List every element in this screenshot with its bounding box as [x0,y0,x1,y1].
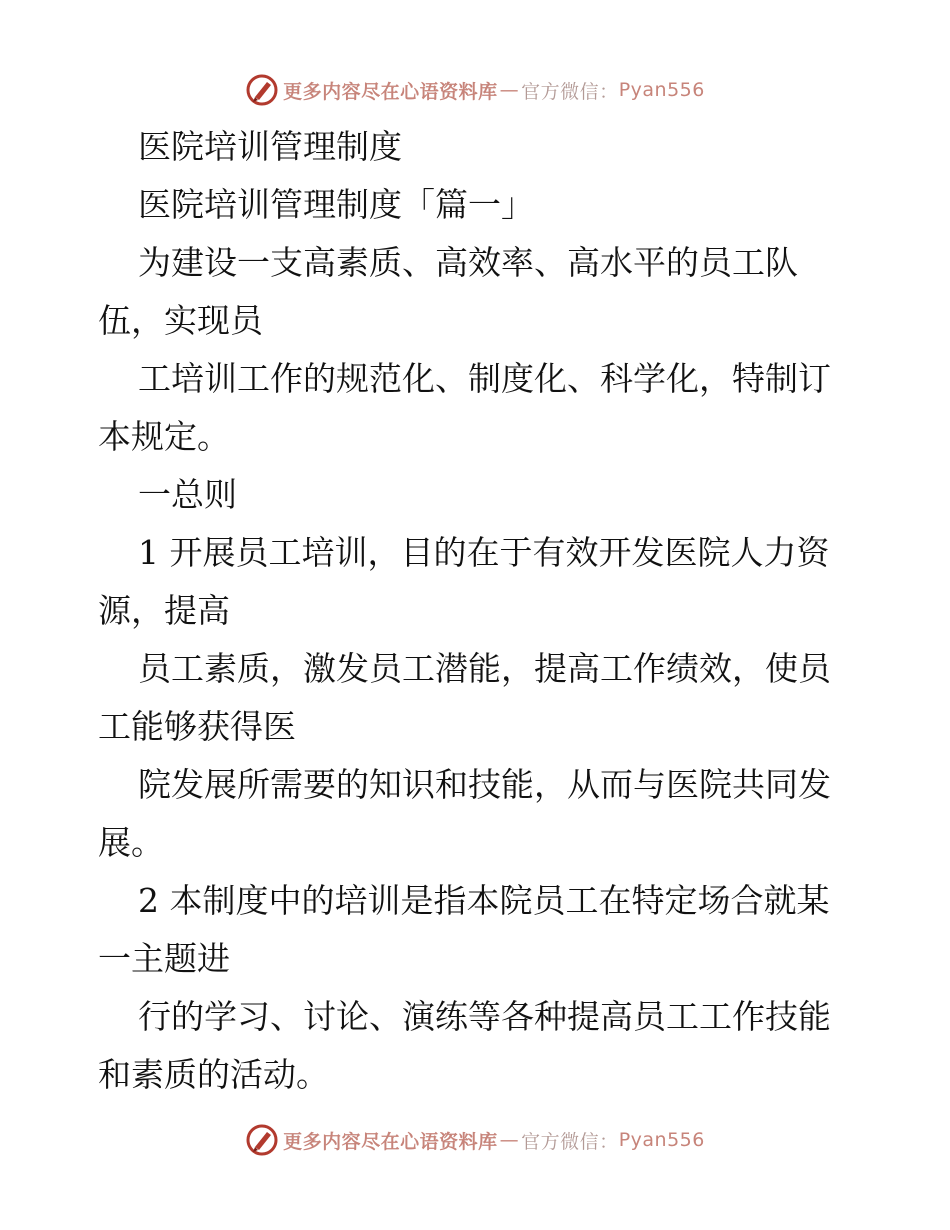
paragraph-line: 源，提高 [98,591,230,630]
paragraph-line: 展。 [98,823,164,862]
chapter-heading: 一总则 [138,475,237,514]
paragraph-line: 伍，实现员 [98,301,263,340]
banner-dash: — [499,1129,520,1151]
banner-wechat-label: 官方微信： [521,1130,619,1153]
banner-wechat-id: Pyan556 [618,79,705,101]
document-title: 医院培训管理制度 [138,127,402,166]
header-watermark-banner [0,70,950,110]
paragraph-line: 行的学习、讨论、演练等各种提高员工工作技能 [138,997,831,1036]
paragraph-line: 工培训工作的规范化、制度化、科学化，特制订 [138,359,831,398]
paragraph-line: 院发展所需要的知识和技能，从而与医院共同发 [138,765,831,804]
paragraph-line: 2 本制度中的培训是指本院员工在特定场合就某 [138,881,830,920]
document-body [98,118,858,1104]
banner-main-text: 更多内容尽在心语资料库 [283,80,498,103]
paragraph-line: 本规定。 [98,417,230,456]
paragraph-line: 员工素质，激发员工潜能，提高工作绩效，使员 [138,649,831,688]
banner-main-text: 更多内容尽在心语资料库 [283,1130,498,1153]
paragraph-line: 1 开展员工培训，目的在于有效开发医院人力资 [138,533,830,572]
section-heading: 医院培训管理制度「篇一」 [138,185,534,224]
banner-dash: — [499,79,520,101]
banner-wechat-label: 官方微信： [521,80,619,103]
paragraph-line: 为建设一支高素质、高效率、高水平的员工队 [138,243,798,282]
paragraph-line: 和素质的活动。 [98,1055,329,1094]
pen-logo-icon [245,73,279,107]
footer-watermark-banner [0,1120,950,1160]
banner-wechat-id: Pyan556 [618,1129,705,1151]
paragraph-line: 工能够获得医 [98,707,296,746]
paragraph-line: 一主题进 [98,939,230,978]
pen-logo-icon [245,1123,279,1157]
